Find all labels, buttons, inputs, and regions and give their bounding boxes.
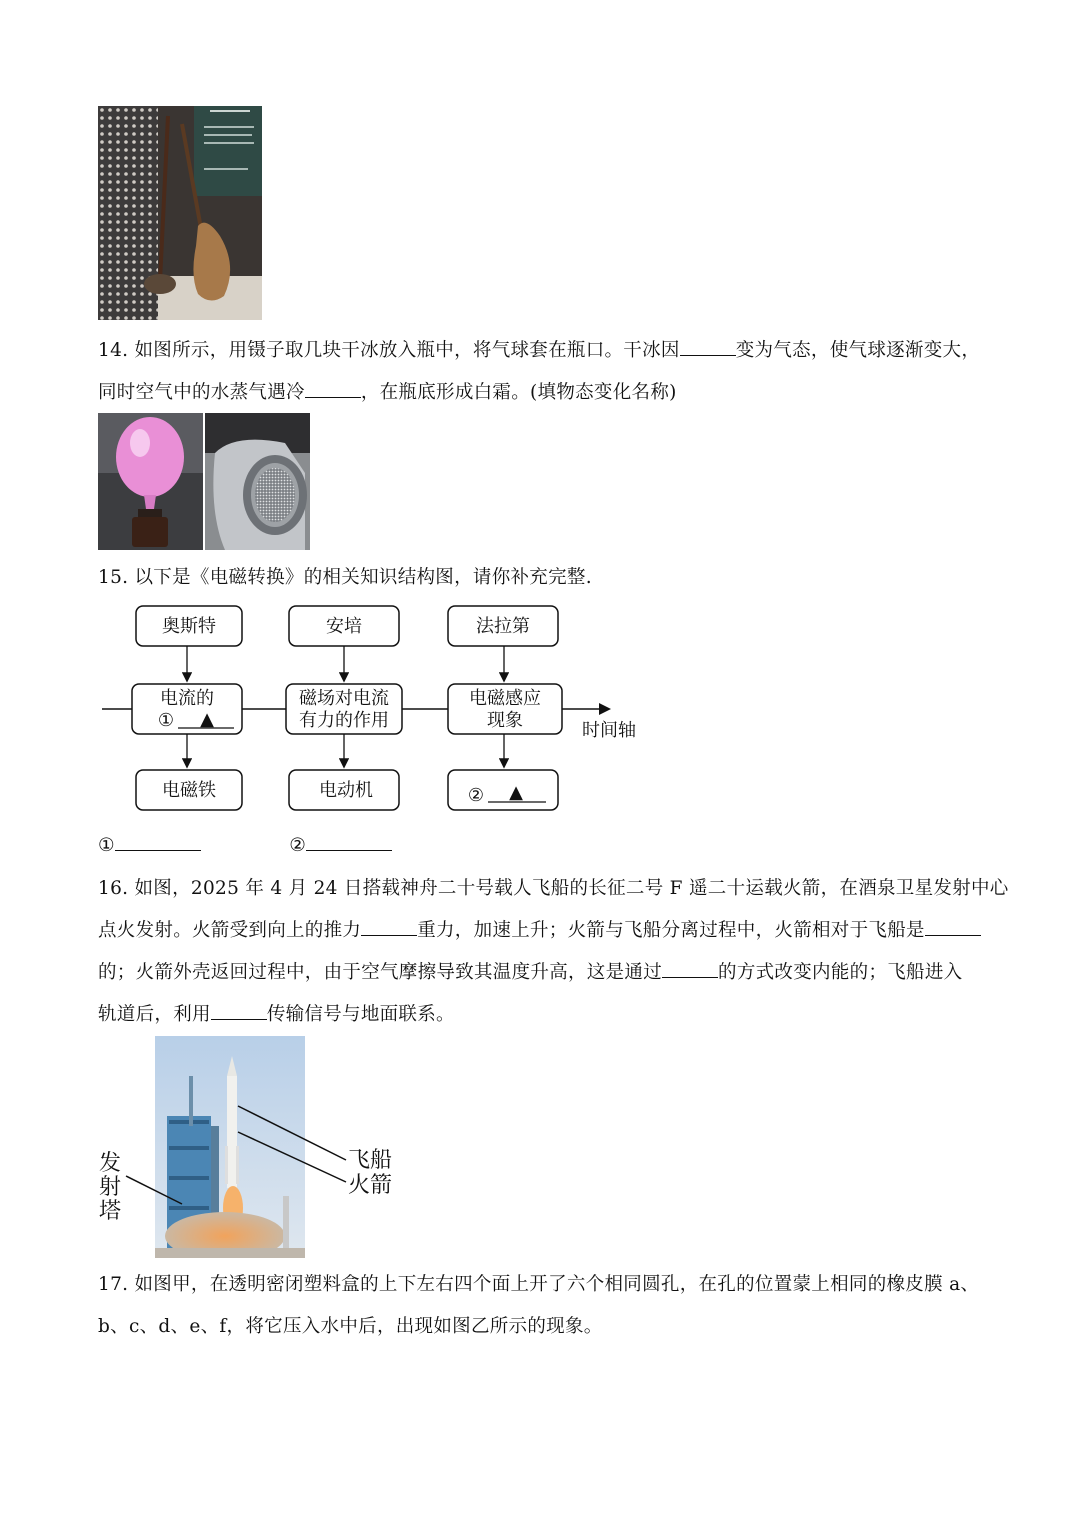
answer-blank[interactable] <box>680 337 736 356</box>
question-15-stem: 15. 以下是《电磁转换》的相关知识结构图，请你补充完整. <box>98 567 592 588</box>
question-16-line-3 <box>98 958 962 984</box>
answer-blank[interactable] <box>361 917 417 936</box>
induction-line1: 电磁感应 <box>469 688 541 709</box>
balloon-bottle-photo <box>98 413 203 550</box>
question-14-line-2 <box>98 378 677 404</box>
question-17-line-2: b、c、d、e、f，将它压入水中后，出现如图乙所示的现象。 <box>98 1316 603 1337</box>
q16-text-3b: 的方式改变内能的；飞船进入 <box>718 962 963 983</box>
question-16-line-4 <box>98 1000 455 1026</box>
answer-2-blank[interactable] <box>306 832 392 851</box>
answer-2-label: ② <box>289 835 307 856</box>
answer-blank[interactable] <box>925 917 981 936</box>
q16-text-2b: 重力，加速上升；火箭与飞船分离过程中，火箭相对于飞船是 <box>417 920 925 941</box>
electromagnet-label: 电磁铁 <box>162 780 216 801</box>
q16-text-4a: 轨道后，利用 <box>98 1004 211 1025</box>
magnetic-force-line1: 磁场对电流 <box>299 688 389 709</box>
q16-text-4b: 传输信号与地面联系。 <box>266 1004 455 1025</box>
time-axis-label: 时间轴 <box>582 720 636 741</box>
question-16-line-1: 16. 如图，2025 年 4 月 24 日搭载神舟二十号载人飞船的长征二号 F 遥二十运载火箭，在酒泉卫星发射中心 <box>98 878 1009 899</box>
faraday-label: 法拉第 <box>476 616 530 637</box>
motor-label: 电动机 <box>319 780 373 801</box>
question-16-line-2 <box>98 916 981 942</box>
q15-answer-line <box>98 832 392 856</box>
triangle-marker-2: ▲ <box>509 782 523 803</box>
answer-1-blank[interactable] <box>115 832 201 851</box>
knowledge-structure-diagram <box>96 598 656 820</box>
frost-bottle-photo <box>205 413 310 550</box>
tower-label-2: 射 <box>99 1175 122 1200</box>
answer-1-label: ① <box>98 835 115 856</box>
tower-label-3: 塔 <box>99 1199 122 1224</box>
q14-text-1: 14. 如图所示，用镊子取几块干冰放入瓶中，将气球套在瓶口。干冰因 <box>98 340 680 361</box>
q16-text-3a: 的；火箭外壳返回过程中，由于空气摩擦导致其温度升高，这是通过 <box>98 962 663 983</box>
question-14-line-1 <box>98 336 980 362</box>
question-17-line-1: 17. 如图甲，在透明密闭塑料盒的上下左右四个面上开了六个相同圆孔，在孔的位置蒙上相同的橡皮膜 a、 <box>98 1274 980 1295</box>
triangle-marker-1: ▲ <box>200 709 214 730</box>
rocket-label: 火箭 <box>348 1173 393 1198</box>
answer-blank[interactable] <box>305 379 361 398</box>
answer-blank[interactable] <box>211 1001 267 1020</box>
q16-text-2a: 点火发射。火箭受到向上的推力 <box>98 920 362 941</box>
generator-box <box>448 770 558 810</box>
oersted-label: 奥斯特 <box>162 616 216 637</box>
answer-blank[interactable] <box>662 959 718 978</box>
q14-text-4: ，在瓶底形成白霜。(填物态变化名称) <box>360 382 677 403</box>
blank-2-label: ② <box>467 785 485 806</box>
q14-text-2: 变为气态，使气球逐渐变大， <box>735 340 981 361</box>
magnetic-force-line2: 有力的作用 <box>299 710 389 731</box>
ampere-label: 安培 <box>326 616 362 637</box>
current-effect-line2: ① <box>157 710 175 731</box>
current-effect-line1: 电流的 <box>160 688 214 709</box>
induction-line2: 现象 <box>487 710 523 731</box>
ship-label: 飞船 <box>348 1148 393 1173</box>
tower-label-1: 发 <box>99 1151 122 1176</box>
instrument-photo <box>98 106 262 320</box>
q14-text-3: 同时空气中的水蒸气遇冷 <box>98 382 305 403</box>
